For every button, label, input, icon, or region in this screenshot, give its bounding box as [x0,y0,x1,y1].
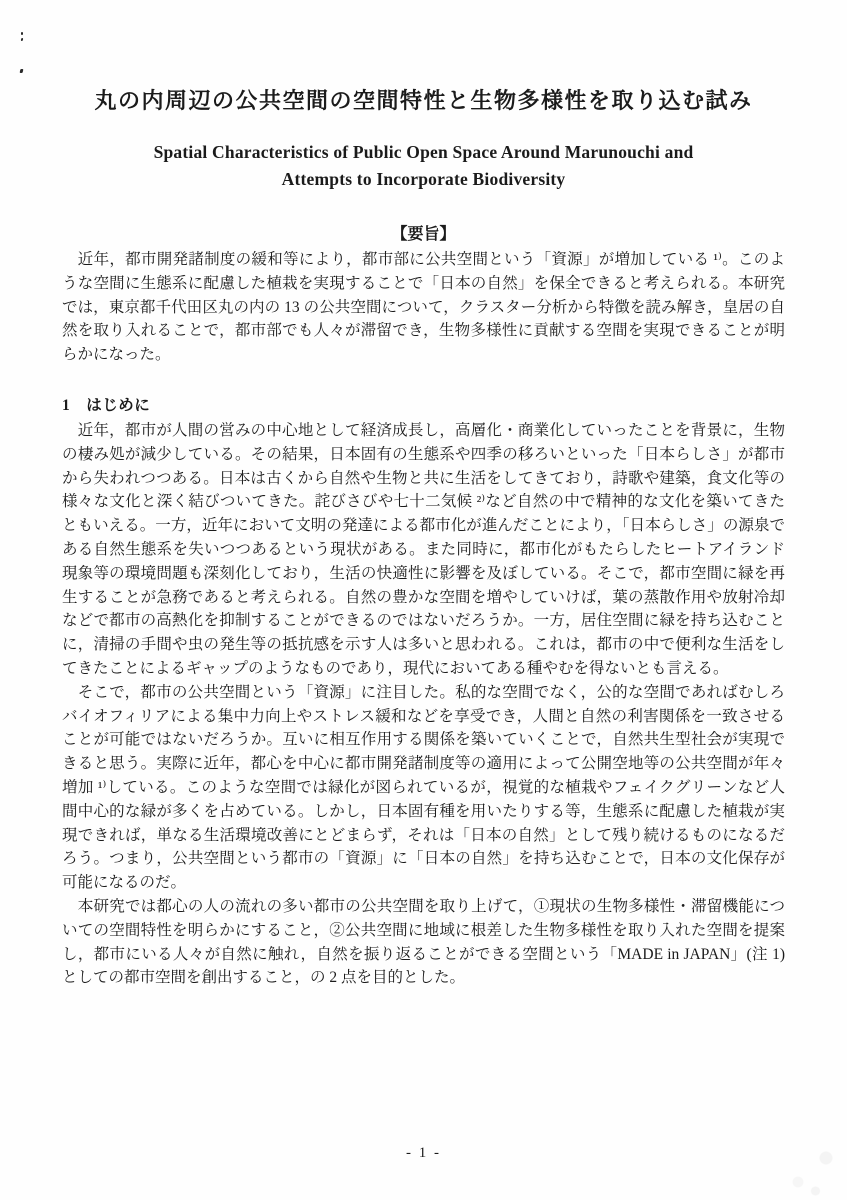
abstract-text: 近年，都市開発諸制度の緩和等により，都市部に公共空間という「資源」が増加している ¹⁾。このような空間に生態系に配慮した植栽を実現することで「日本の自然」を保全できると考えられる。本研究では，東京都千代田区丸の内の 13 の公共空間について，クラスター分析から特徴を読み解き，皇居の自然を取り入れることで，都市部でも人々が滞留でき，生物多様性に貢献する空間を実現できることが明らかになった。 [62,251,785,364]
scan-artifact-mark [21,32,23,35]
section-1-heading: 1 はじめに [62,396,151,414]
paper-title-japanese: 丸の内周辺の公共空間の空間特性と生物多様性を取り込む試み [94,88,753,113]
section-1-paragraph-1: 近年，都市が人間の営みの中心地として経済成長し，高層化・商業化していったことを背景に，生物の棲み処が減少している。その結果，日本固有の生態系や四季の移ろいといった「日本らしさ」が都市から失われつつある。日本は古くから自然や生物と共に生活をしてきており，詩歌や建築，食文化等の様々な文化と深く結びついてきた。詫びさびや七十二気候 ²⁾など自然の中で精神的な文化を築いてきたともいえる。一方，近年において文明の発達による都市化が進んだことにより，「日本らしさ」の源泉である自然生態系を失いつつあるという現状がある。また同時に，都市化がもたらしたヒートアイランド現象等の環境問題も深刻化しており，生活の快適性に影響を及ぼしている。そこで，都市空間に緑を再生することが急務であると考えられる。自然の豊かな空間を増やしていけば，葉の蒸散作用や放射冷却などで都市の高熱化を抑制することができるのではないだろうか。一方，居住空間に緑を持ち込むことに，清掃の手間や虫の発生等の抵抗感を示す人は多いと思われる。これは，都市の中で便利な生活をしてきたことによるギャップのようなものであり，現代においてある種やむを得ないとも言える。 [62,421,785,677]
paper-title-english [40,139,807,193]
page-number: - 1 - [406,1145,441,1161]
scan-noise-artifact [777,1140,847,1200]
abstract-heading: 【要旨】 [391,226,456,243]
section-1-paragraph-3: 本研究では都心の人の流れの多い都市の公共空間を取り上げて，①現状の生物多様性・滞留機能についての空間特性を明らかにすること，②公共空間に地域に根差した生物多様性を取り入れた空間を提案し，都市にいる人々が自然に触れ，自然を振り返ることができる空間という「MADE in JAPAN」(注 1) としての都市空間を創出すること，の 2 点を目的とした。 [62,897,785,987]
paper-title-english-line1: Spatial Characteristics of Public Open Space Around Marunouchi and [153,142,694,162]
section-1-paragraph-2: そこで，都市の公共空間という「資源」に注目した。私的な空間でなく，公的な空間であればむしろバイオフィリアによる集中力向上やストレス緩和などを享受でき，人間と自然の利害関係を一致させることが可能ではないだろうか。互いに相互作用する関係を築いていくことで，自然共生型社会が実現できると思う。実際に近年，都心を中心に都市開発諸制度等の適用によって公開空地等の公共空間が年々増加 ¹⁾している。このような空間では緑化が図られているが，視覚的な植栽やフェイクグリーンなど人間中心的な緑が多くを占めている。しかし，日本固有種を用いたりする等，生態系に配慮した植栽が実現できれば，単なる生活環境改善にとどまらず，それは「日本の自然」として残り続けるものになるだろう。つまり，公共空間という都市の「資源」に「日本の自然」を持ち込むことで，日本の文化保存が可能になるのだ。 [62,683,785,892]
paper-title-english-line2: Attempts to Incorporate Biodiversity [281,169,566,189]
